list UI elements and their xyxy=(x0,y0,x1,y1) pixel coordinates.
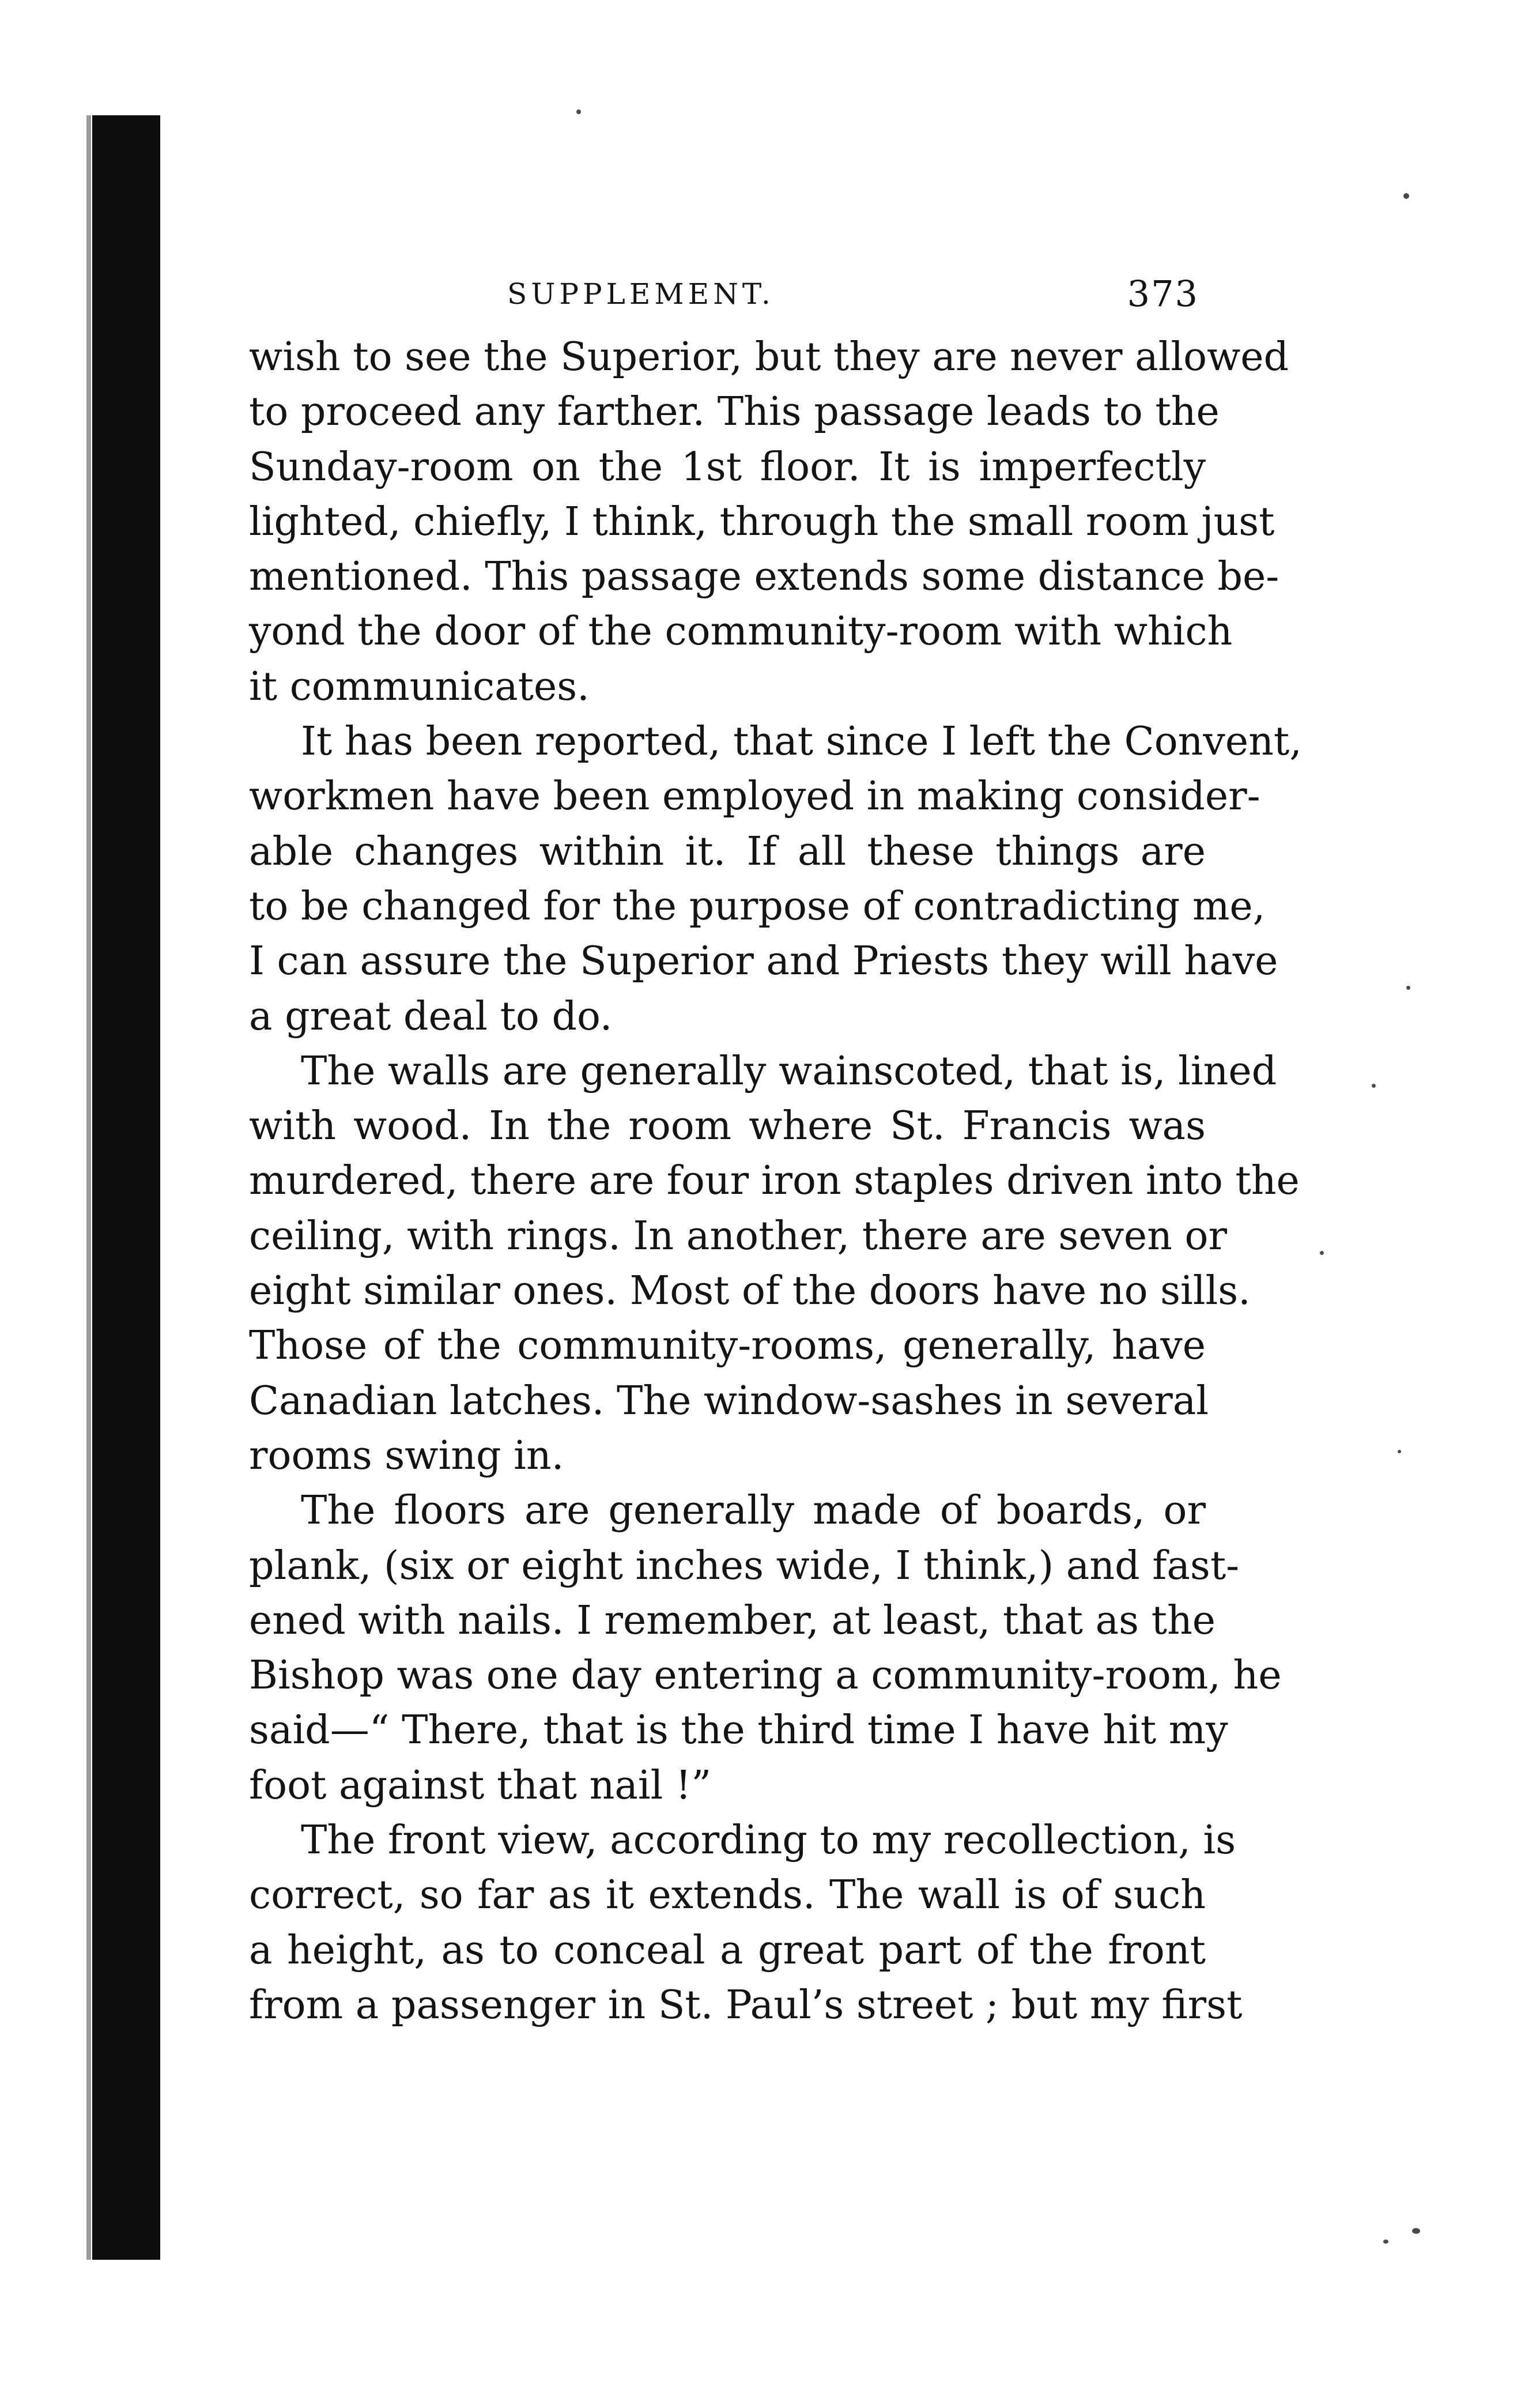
speck xyxy=(1406,986,1410,990)
text-line: lighted, chiefly, I think, through the small room just xyxy=(249,499,1275,545)
speck xyxy=(576,110,581,114)
text-line: to proceed any farther. This passage leads to the xyxy=(249,389,1220,435)
speck xyxy=(1383,2240,1388,2244)
text-line: said—“ There, that is the third time I have hit my xyxy=(249,1707,1228,1754)
text-line: It has been reported, that since I left the Convent, xyxy=(301,719,1302,765)
text-line: The floors are generally made of boards, or xyxy=(301,1488,1206,1534)
paragraph xyxy=(249,1483,1282,1813)
text-line: Those of the community-rooms, generally, have xyxy=(249,1323,1206,1369)
page-body xyxy=(249,330,1302,2033)
text-line: foot against that nail !” xyxy=(249,1762,712,1808)
text-line: a great deal to do. xyxy=(249,993,613,1039)
text-line: The walls are generally wainscoted, that is, lined xyxy=(301,1048,1277,1094)
speck xyxy=(1320,1251,1324,1255)
text-line: The front view, according to my recollection, is xyxy=(301,1818,1236,1864)
text-line: eight similar ones. Most of the doors have no sills. xyxy=(249,1268,1251,1314)
paragraph xyxy=(249,714,1302,1044)
speck xyxy=(1398,1450,1401,1453)
speck xyxy=(1403,193,1409,199)
text-line: ened with nails. I remember, at least, that as the xyxy=(249,1597,1216,1644)
page-header xyxy=(248,271,1199,317)
text-line: a height, as to conceal a great part of the front xyxy=(249,1927,1206,1973)
paragraph xyxy=(249,330,1289,714)
text-line: correct, so far as it extends. The wall is of such xyxy=(249,1872,1206,1918)
text-line: Bishop was one day entering a community-room, he xyxy=(249,1653,1282,1699)
paragraph xyxy=(249,1813,1243,2033)
text-line: able changes within it. If all these things are xyxy=(249,828,1206,875)
text-line: workmen have been employed in making consider- xyxy=(249,774,1260,820)
text-line: it communicates. xyxy=(249,664,590,710)
text-line: wish to see the Superior, but they are never allowed xyxy=(249,334,1289,380)
text-line: I can assure the Superior and Priests they will have xyxy=(249,938,1278,985)
book-spine-shadow xyxy=(92,115,160,2260)
text-line: Sunday-room on the 1st floor. It is imperfectly xyxy=(249,444,1206,490)
text-line: with wood. In the room where St. Francis was xyxy=(249,1103,1206,1149)
text-line: mentioned. This passage extends some distance be- xyxy=(249,554,1279,600)
text-line: plank, (six or eight inches wide, I think,) and fast- xyxy=(249,1543,1240,1589)
page-gutter-edge xyxy=(86,115,91,2260)
text-line: murdered, there are four iron staples driven into the xyxy=(249,1158,1300,1204)
text-line: Canadian latches. The window-sashes in several xyxy=(249,1378,1209,1424)
text-line: rooms swing in. xyxy=(249,1433,564,1479)
page-number: 373 xyxy=(1127,273,1199,315)
text-line: yond the door of the community-room with which xyxy=(249,609,1233,655)
running-head: SUPPLEMENT. xyxy=(507,277,775,311)
text-line: ceiling, with rings. In another, there are seven or xyxy=(249,1213,1227,1259)
paragraph xyxy=(249,1044,1300,1483)
text-line: to be changed for the purpose of contradicting me, xyxy=(249,883,1266,929)
speck xyxy=(1372,1084,1376,1088)
speck xyxy=(1412,2228,1420,2234)
text-line: from a passenger in St. Paul’s street ; but my first xyxy=(249,1982,1243,2028)
